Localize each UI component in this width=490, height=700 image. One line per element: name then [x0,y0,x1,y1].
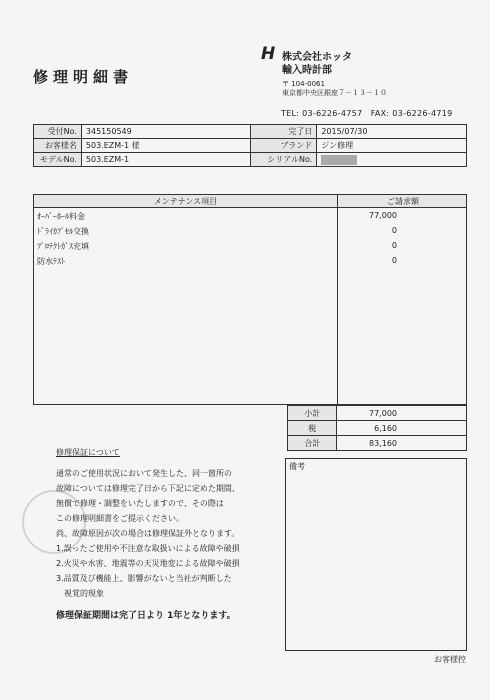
brand-value: ジン修理 [317,139,467,153]
total-label: 合計 [288,436,337,451]
info-table [33,124,467,167]
warranty-line: この修理明細書をご提示ください。 [56,514,184,523]
item-amount: 0 [391,226,397,235]
items-table [33,194,467,405]
items-header-item: メンテナンス項目 [153,197,218,206]
tax-value: 6,160 [337,421,467,436]
postal-code: 〒 104-0061 [282,80,325,88]
tel-fax: TEL: 03-6226-4757 FAX: 03-6226-4719 [281,109,453,118]
customer-value: 503.EZM-1 様 [81,139,251,153]
item-amount: 77,000 [369,211,397,220]
receipt-value: 345150549 [81,125,251,139]
remarks-label: 備考 [289,462,305,471]
warranty-line: 視覚的現象 [56,589,104,598]
company-name: 株式会社ホッタ [282,52,352,63]
subtotal-label: 小計 [288,406,337,421]
warranty-line: 尚、故障原因が次の場合は修理保証外となります。 [56,529,240,538]
item-name: 防水ﾃｽﾄ [37,257,65,266]
warranty-line: 2.火災や水害、地震等の天災地変による故障や破損 [56,559,240,568]
item-amount: 0 [391,256,397,265]
warranty-section [56,445,271,624]
model-value: 503.EZM-1 [81,153,251,167]
warranty-title: 修理保証について [56,448,120,457]
warranty-line: 1.誤ったご使用や不注意な取扱いによる故障や破損 [56,544,240,553]
page-title: 修理明細書 [33,68,134,86]
warranty-line: 故障については修理完了日から下記に定めた期間、 [56,484,240,493]
item-name: ﾄﾞﾗｲｶﾌﾟｾﾙ交換 [37,227,89,236]
redacted-serial [321,155,357,165]
done-label: 完了日 [251,125,317,139]
customer-label: お客様名 [34,139,82,153]
item-amount: 0 [391,241,397,250]
serial-label: シリアルNo. [251,153,317,167]
item-row [34,239,466,254]
warranty-line: 通常のご使用状況において発生した、同一箇所の [56,469,232,478]
items-header-amount: ご請求額 [387,197,419,206]
item-row [34,224,466,239]
done-value: 2015/07/30 [317,125,467,139]
model-label: モデルNo. [34,153,82,167]
company-logo-icon: H [261,44,276,64]
totals-table [287,405,467,451]
item-name: ｵｰﾊﾞｰﾎｰﾙ料金 [37,212,85,221]
tax-label: 税 [288,421,337,436]
customer-copy-label: お客様控 [434,655,466,664]
company-department: 輸入時計部 [282,65,332,76]
remarks-box [285,458,467,651]
receipt-label: 受付No. [34,125,82,139]
item-row [34,254,466,269]
item-row [34,209,466,224]
brand-label: ブランド [251,139,317,153]
item-name: ﾌﾟﾛﾃｸﾄｶﾞｽ充填 [37,242,89,251]
warranty-period: 修理保証期間は完了日より 1年となります。 [56,611,236,621]
warranty-line: 無償で修理・調整をいたしますので、その際は [56,499,224,508]
total-value: 83,160 [337,436,467,451]
subtotal-value: 77,000 [337,406,467,421]
company-address: 東京都中央区銀座７－１３－１０ [282,89,387,97]
warranty-line: 3.品質及び機能上、影響がないと当社が判断した [56,574,232,583]
serial-value [317,153,467,167]
